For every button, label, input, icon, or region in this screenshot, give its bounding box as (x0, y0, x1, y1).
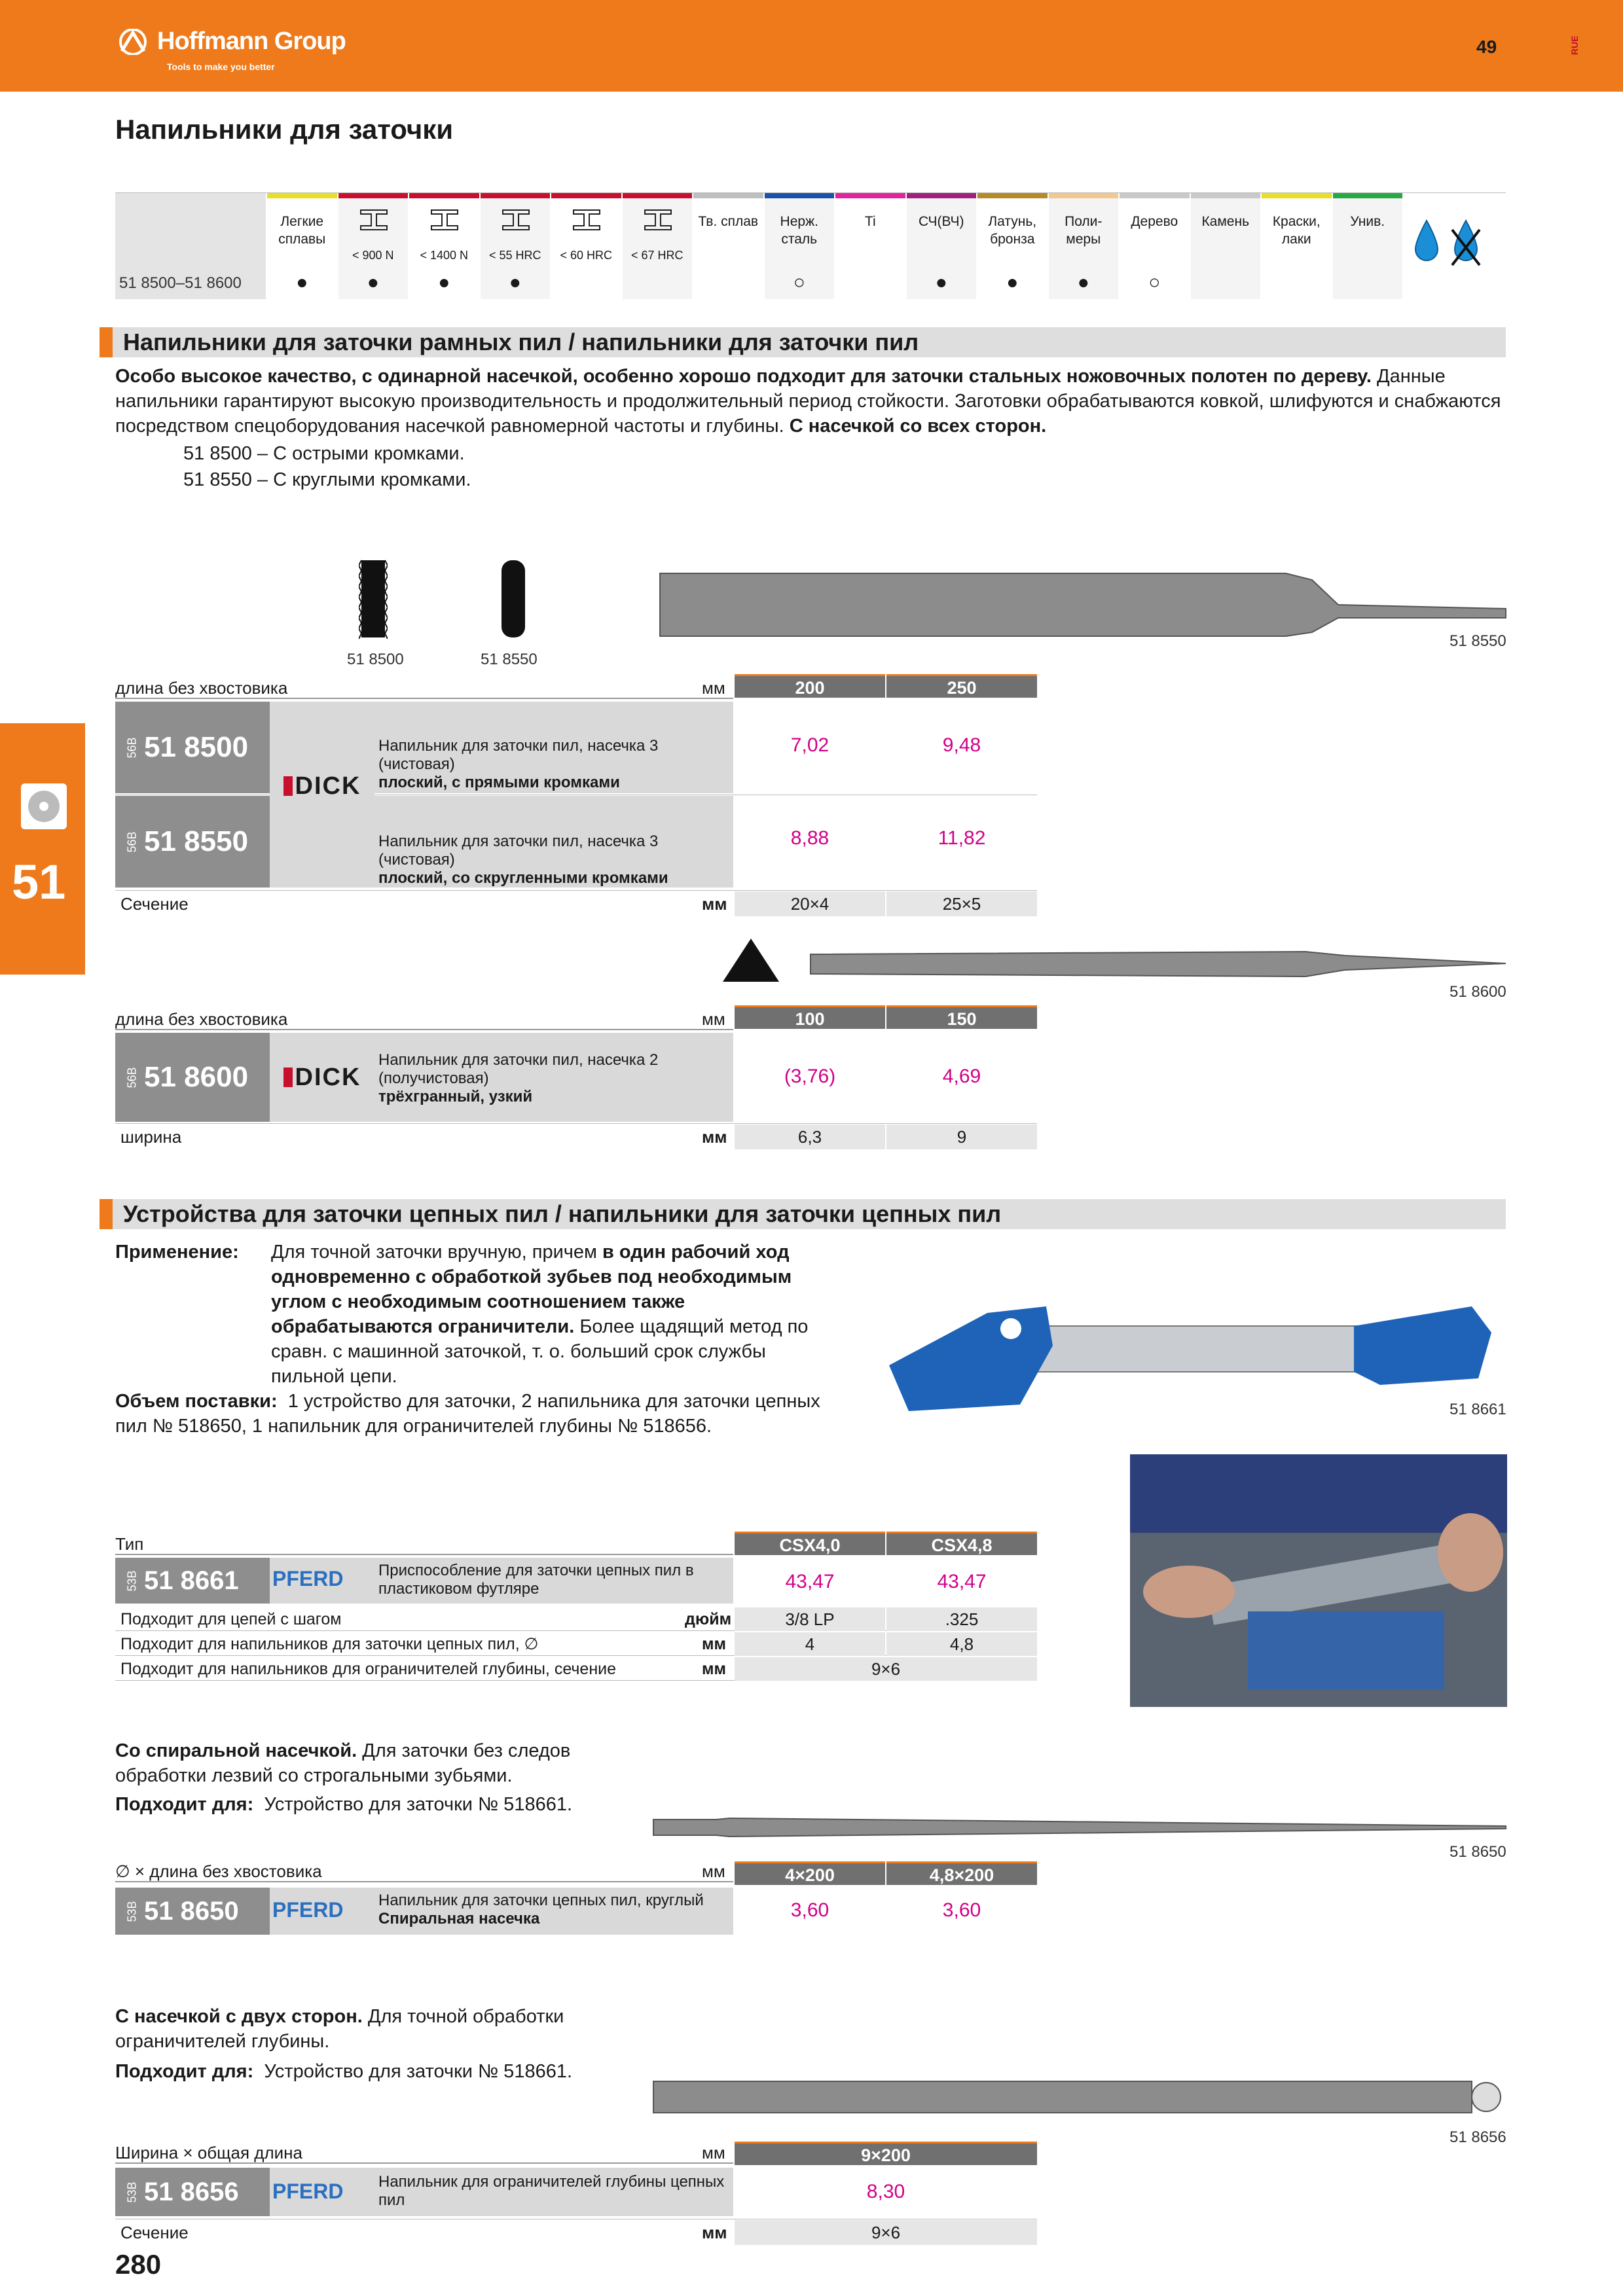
triangle-file-table (115, 1005, 1037, 1152)
material-col (409, 193, 481, 299)
product-description: Напильник для заточки пил, насечка 3 (чистовая) плоский, с прямыми кромками (378, 737, 659, 791)
price: 4,69 (942, 1066, 981, 1087)
size-100-header: 100 (735, 1005, 885, 1029)
i-beam-icon (644, 209, 672, 231)
material-col (1120, 193, 1191, 299)
unit-label: мм (702, 1127, 727, 1147)
section-value: 25×5 (886, 891, 1037, 916)
size-48x200-header: 4,8×200 (886, 1861, 1037, 1885)
width-row (115, 1124, 1037, 1149)
material-color-bar (835, 193, 905, 198)
material-label: Унив. (1350, 214, 1385, 229)
size-4x200-header: 4×200 (735, 1861, 885, 1885)
caption-518661: 51 8661 (1450, 1401, 1506, 1418)
material-col (551, 193, 623, 299)
brand-tagline: Tools to make you better (167, 62, 275, 72)
supply-text: Объем поставки: 1 устройство для заточки, 2 напильника для заточки цепных пил № 518650, 1 напильник для ограничителей глубины № 518656. (115, 1391, 820, 1437)
section-title-saw-files: Напильники для заточки рамных пил / напильники для заточки пил (100, 327, 1506, 357)
chapter-number: 51 (12, 855, 66, 909)
material-label: < 67 HRC (630, 249, 684, 262)
material-label: Поли-меры (1065, 214, 1103, 247)
article-number: 51 8600 (144, 1061, 249, 1093)
material-label: Камень (1201, 214, 1250, 229)
caption-518500: 51 8500 (347, 651, 404, 668)
saw-file-table (115, 674, 1037, 923)
material-color-bar (693, 193, 763, 198)
material-col (481, 193, 552, 299)
material-col (977, 193, 1049, 299)
type-csx48-header: CSX4,8 (886, 1532, 1037, 1555)
page-number: 49 (1476, 37, 1497, 57)
type-label: Тип (115, 1534, 144, 1554)
size-9x200-header: 9×200 (735, 2142, 1037, 2165)
saw-files-description: Особо высокое качество, с одинарной насечкой, особенно хорошо подходит для заточки стальных ножовочных полотен по дереву. Данные напильники гарантируют высокую производительность и продолжительный период стойкости. Заготовки обрабатываются ковкой, шлифуются и снабжаются посредством спецоборудования насечкой равномерной частоты и глубины. С насечкой со всех сторон. (115, 366, 1501, 437)
material-dot: ○ (1148, 272, 1161, 293)
product-description: Напильник для заточки пил, насечка 2 (получистовая) трёхгранный, узкий (378, 1051, 659, 1105)
coolant-drop-icon (1410, 217, 1443, 269)
price: 9,48 (942, 734, 981, 756)
row-prefix: 53B (125, 1570, 139, 1592)
size-150-header: 150 (886, 1005, 1037, 1029)
material-dot: ● (1077, 272, 1089, 293)
row-prefix: 53B (125, 1900, 139, 1922)
material-color-bar (1191, 193, 1261, 198)
material-label: Тв. сплав (698, 214, 759, 229)
material-col (623, 193, 694, 299)
material-label: < 1400 N (420, 249, 469, 262)
material-color-bar (481, 193, 551, 198)
hoffmann-logo-icon (115, 29, 151, 55)
material-label: < 900 N (352, 249, 394, 262)
variant-note-2: 51 8550 – С круглыми кромками. (183, 469, 471, 490)
material-color-bar (907, 193, 977, 198)
material-label: Ti (864, 214, 876, 229)
material-col (1333, 193, 1404, 299)
product-description: Приспособление для заточки цепных пил в пластиковом футляре (378, 1562, 694, 1598)
caption-518650: 51 8650 (1450, 1843, 1506, 1861)
chapter-tab[interactable] (0, 723, 85, 975)
material-code: 51 8500–51 8600 (119, 274, 242, 292)
material-color-bar (1120, 193, 1190, 198)
brand-dick: DICK (270, 750, 374, 822)
material-color-bar (1262, 193, 1332, 198)
price: 43,47 (937, 1571, 987, 1592)
material-dot: ○ (793, 272, 805, 293)
brand-dick: DICK (270, 1052, 374, 1102)
material-color-bar (765, 193, 835, 198)
triangle-file-image (808, 949, 1508, 979)
section-row (115, 891, 1037, 916)
material-dot: ● (509, 272, 521, 293)
row-prefix: 53B (125, 2181, 139, 2203)
material-col (835, 193, 907, 299)
caption-518656: 51 8656 (1450, 2128, 1506, 2146)
price: 43,47 (785, 1571, 835, 1592)
caption-518550: 51 8550 (481, 651, 538, 668)
unit-label: мм (702, 1009, 725, 1029)
material-col (267, 193, 338, 299)
material-color-bar (338, 193, 409, 198)
article-row-518661[interactable] (115, 1558, 733, 1604)
round-file-image (651, 1816, 1508, 1839)
fits-for-1: Подходит для: Устройство для заточки № 518661. (115, 1794, 573, 1815)
price-row-518550 (735, 796, 1037, 888)
article-row-518500[interactable] (115, 702, 733, 793)
i-beam-icon (359, 209, 388, 231)
article-row-518600[interactable] (115, 1033, 733, 1122)
price: 11,82 (938, 827, 986, 849)
material-label: < 60 HRC (560, 249, 613, 262)
unit-label: мм (702, 678, 725, 698)
price: 3,60 (790, 1899, 830, 1921)
depth-gauge-row: Подходит для напильников для ограничителей глубины, сечение мм 9×6 (115, 1657, 1037, 1681)
brand-pferd: PFERD (272, 1898, 344, 1922)
size-250-header: 250 (886, 674, 1037, 698)
material-color-bar (1049, 193, 1119, 198)
price: (3,76) (784, 1066, 836, 1087)
round-file-description: Со спиральной насечкой. Для заточки без следов обработки лезвий со строгальными зубьями. (115, 1740, 571, 1786)
material-color-bar (551, 193, 621, 198)
triangle-section-icon (720, 936, 782, 984)
material-col (1049, 193, 1120, 299)
material-col (907, 193, 978, 299)
article-number: 51 8650 (144, 1896, 239, 1926)
section-row: Сечение мм 9×6 (115, 2220, 1037, 2245)
article-number: 51 8656 (144, 2177, 239, 2206)
material-col (338, 193, 410, 299)
brand-logo (115, 27, 346, 56)
product-description: Напильник для заточки цепных пил, круглый Спиральная насечка (378, 1892, 704, 1928)
caption-518550-image: 51 8550 (1450, 632, 1506, 650)
section-title-chain-saw: Устройства для заточки цепных пил / напильники для заточки цепных пил (100, 1199, 1506, 1229)
price: 8,30 (866, 2181, 905, 2202)
variant-note-1: 51 8500 – С острыми кромками. (183, 443, 465, 464)
flat-file-image (657, 569, 1508, 639)
article-number: 51 8661 (144, 1566, 239, 1595)
article-number: 51 8500 (144, 731, 249, 763)
length-label: длина без хвостовика (115, 678, 288, 698)
i-beam-icon (501, 209, 530, 231)
sharpener-table (115, 1532, 1037, 1682)
material-dot: ● (1006, 272, 1019, 293)
section-value: 20×4 (735, 891, 885, 916)
section-label: Сечение (120, 894, 189, 914)
article-row-518550[interactable] (115, 796, 733, 888)
price-row-518500 (735, 702, 1037, 793)
price: 3,60 (942, 1899, 981, 1921)
region-code: RUE (1569, 35, 1580, 55)
sharpening-photo (1130, 1454, 1507, 1707)
pitch-row: Подходит для цепей с шагом дюйм 3/8 LP .325 (115, 1607, 1037, 1631)
file-diameter-row: Подходит для напильников для заточки цепных пил, ∅ мм 4 4,8 (115, 1632, 1037, 1656)
material-color-bar (623, 193, 693, 198)
material-label: Легкие сплавы (278, 214, 326, 247)
depth-file-description: С насечкой с двух сторон. Для точной обработки ограничителей глубины. (115, 2006, 564, 2052)
no-coolant-icon (1450, 217, 1482, 269)
article-number: 51 8550 (144, 825, 249, 857)
fits-for-2: Подходит для: Устройство для заточки № 518661. (115, 2061, 573, 2082)
cross-section-round-icon (499, 558, 528, 640)
brand-name: Hoffmann Group (157, 27, 346, 55)
application-text: Для точной заточки вручную, причем в один рабочий ход одновременно с обработкой зубьев под необходимым углом с необходимым соотношением также обрабатываются ограничители. Более щадящий метод по сравн. с машинной заточкой, т. о. больший срок службы пильной цепи. (271, 1242, 809, 1387)
material-dot: ● (438, 272, 450, 293)
round-file-table: ∅ × длина без хвостовика мм 4×200 4,8×200 53B 51 8650 PFERD Напильник для заточки цепных пил, круглый Спиральная насечка 3,60 3,60 (115, 1861, 1037, 1940)
footer-page-number: 280 (115, 2249, 162, 2280)
material-color-bar (267, 193, 337, 198)
length-label: ∅ × длина без хвостовика (115, 1861, 322, 1881)
page-title: Напильники для заточки (115, 114, 454, 145)
material-col (1262, 193, 1333, 299)
material-label: Нерж. сталь (780, 214, 818, 247)
depth-gauge-file-image (651, 2076, 1508, 2118)
row-prefix: 56B (125, 831, 139, 853)
caption-518600: 51 8600 (1450, 983, 1506, 1001)
length-label: длина без хвостовика (115, 1009, 288, 1029)
material-color-bar (1333, 193, 1403, 198)
article-row-518650[interactable] (115, 1888, 733, 1935)
material-col (1191, 193, 1262, 299)
application-label: Применение: (115, 1242, 239, 1263)
row-prefix: 56B (125, 1066, 139, 1088)
material-col (693, 193, 765, 299)
cross-section-sharp-icon (359, 558, 388, 640)
brand-pferd: PFERD (272, 2179, 344, 2203)
width-value: 6,3 (735, 1124, 885, 1149)
product-description: Напильник для ограничителей глубины цепных пил (378, 2173, 725, 2209)
material-label: < 55 HRC (488, 249, 541, 262)
material-dot: ● (296, 272, 308, 293)
depth-file-table: Ширина × общая длина мм 9×200 53B 51 8656 PFERD Напильник для ограничителей глубины цепных пил 8,30 Сечение мм 9×6 (115, 2142, 1037, 2246)
material-color-bar (977, 193, 1048, 198)
product-description: Напильник для заточки пил, насечка 3 (чистовая) плоский, со скругленными кромками (378, 833, 668, 887)
width-label: ширина (120, 1127, 182, 1147)
material-label: Латунь, бронза (988, 214, 1037, 247)
material-label: Краски, лаки (1272, 214, 1321, 247)
material-col (765, 193, 836, 299)
row-prefix: 56B (125, 736, 139, 759)
price: 8,88 (790, 827, 830, 849)
chain-sharpener-image (883, 1287, 1498, 1418)
i-beam-icon (430, 209, 459, 231)
price: 7,02 (790, 734, 830, 756)
saw-blade-icon (20, 782, 68, 831)
material-dot: ● (935, 272, 947, 293)
material-label: СЧ(ВЧ) (918, 214, 964, 229)
unit-label: мм (702, 894, 727, 914)
material-code-cell (115, 193, 267, 299)
material-color-bar (409, 193, 479, 198)
size-200-header: 200 (735, 674, 885, 698)
material-table (115, 192, 1506, 298)
brand-pferd: PFERD (272, 1567, 344, 1590)
length-label: Ширина × общая длина (115, 2143, 302, 2162)
material-label: Дерево (1131, 214, 1178, 229)
length-label-row (115, 678, 733, 699)
article-row-518656[interactable] (115, 2168, 733, 2216)
material-dot: ● (367, 272, 379, 293)
i-beam-icon (572, 209, 601, 231)
type-csx40-header: CSX4,0 (735, 1532, 885, 1555)
width-value: 9 (886, 1124, 1037, 1149)
